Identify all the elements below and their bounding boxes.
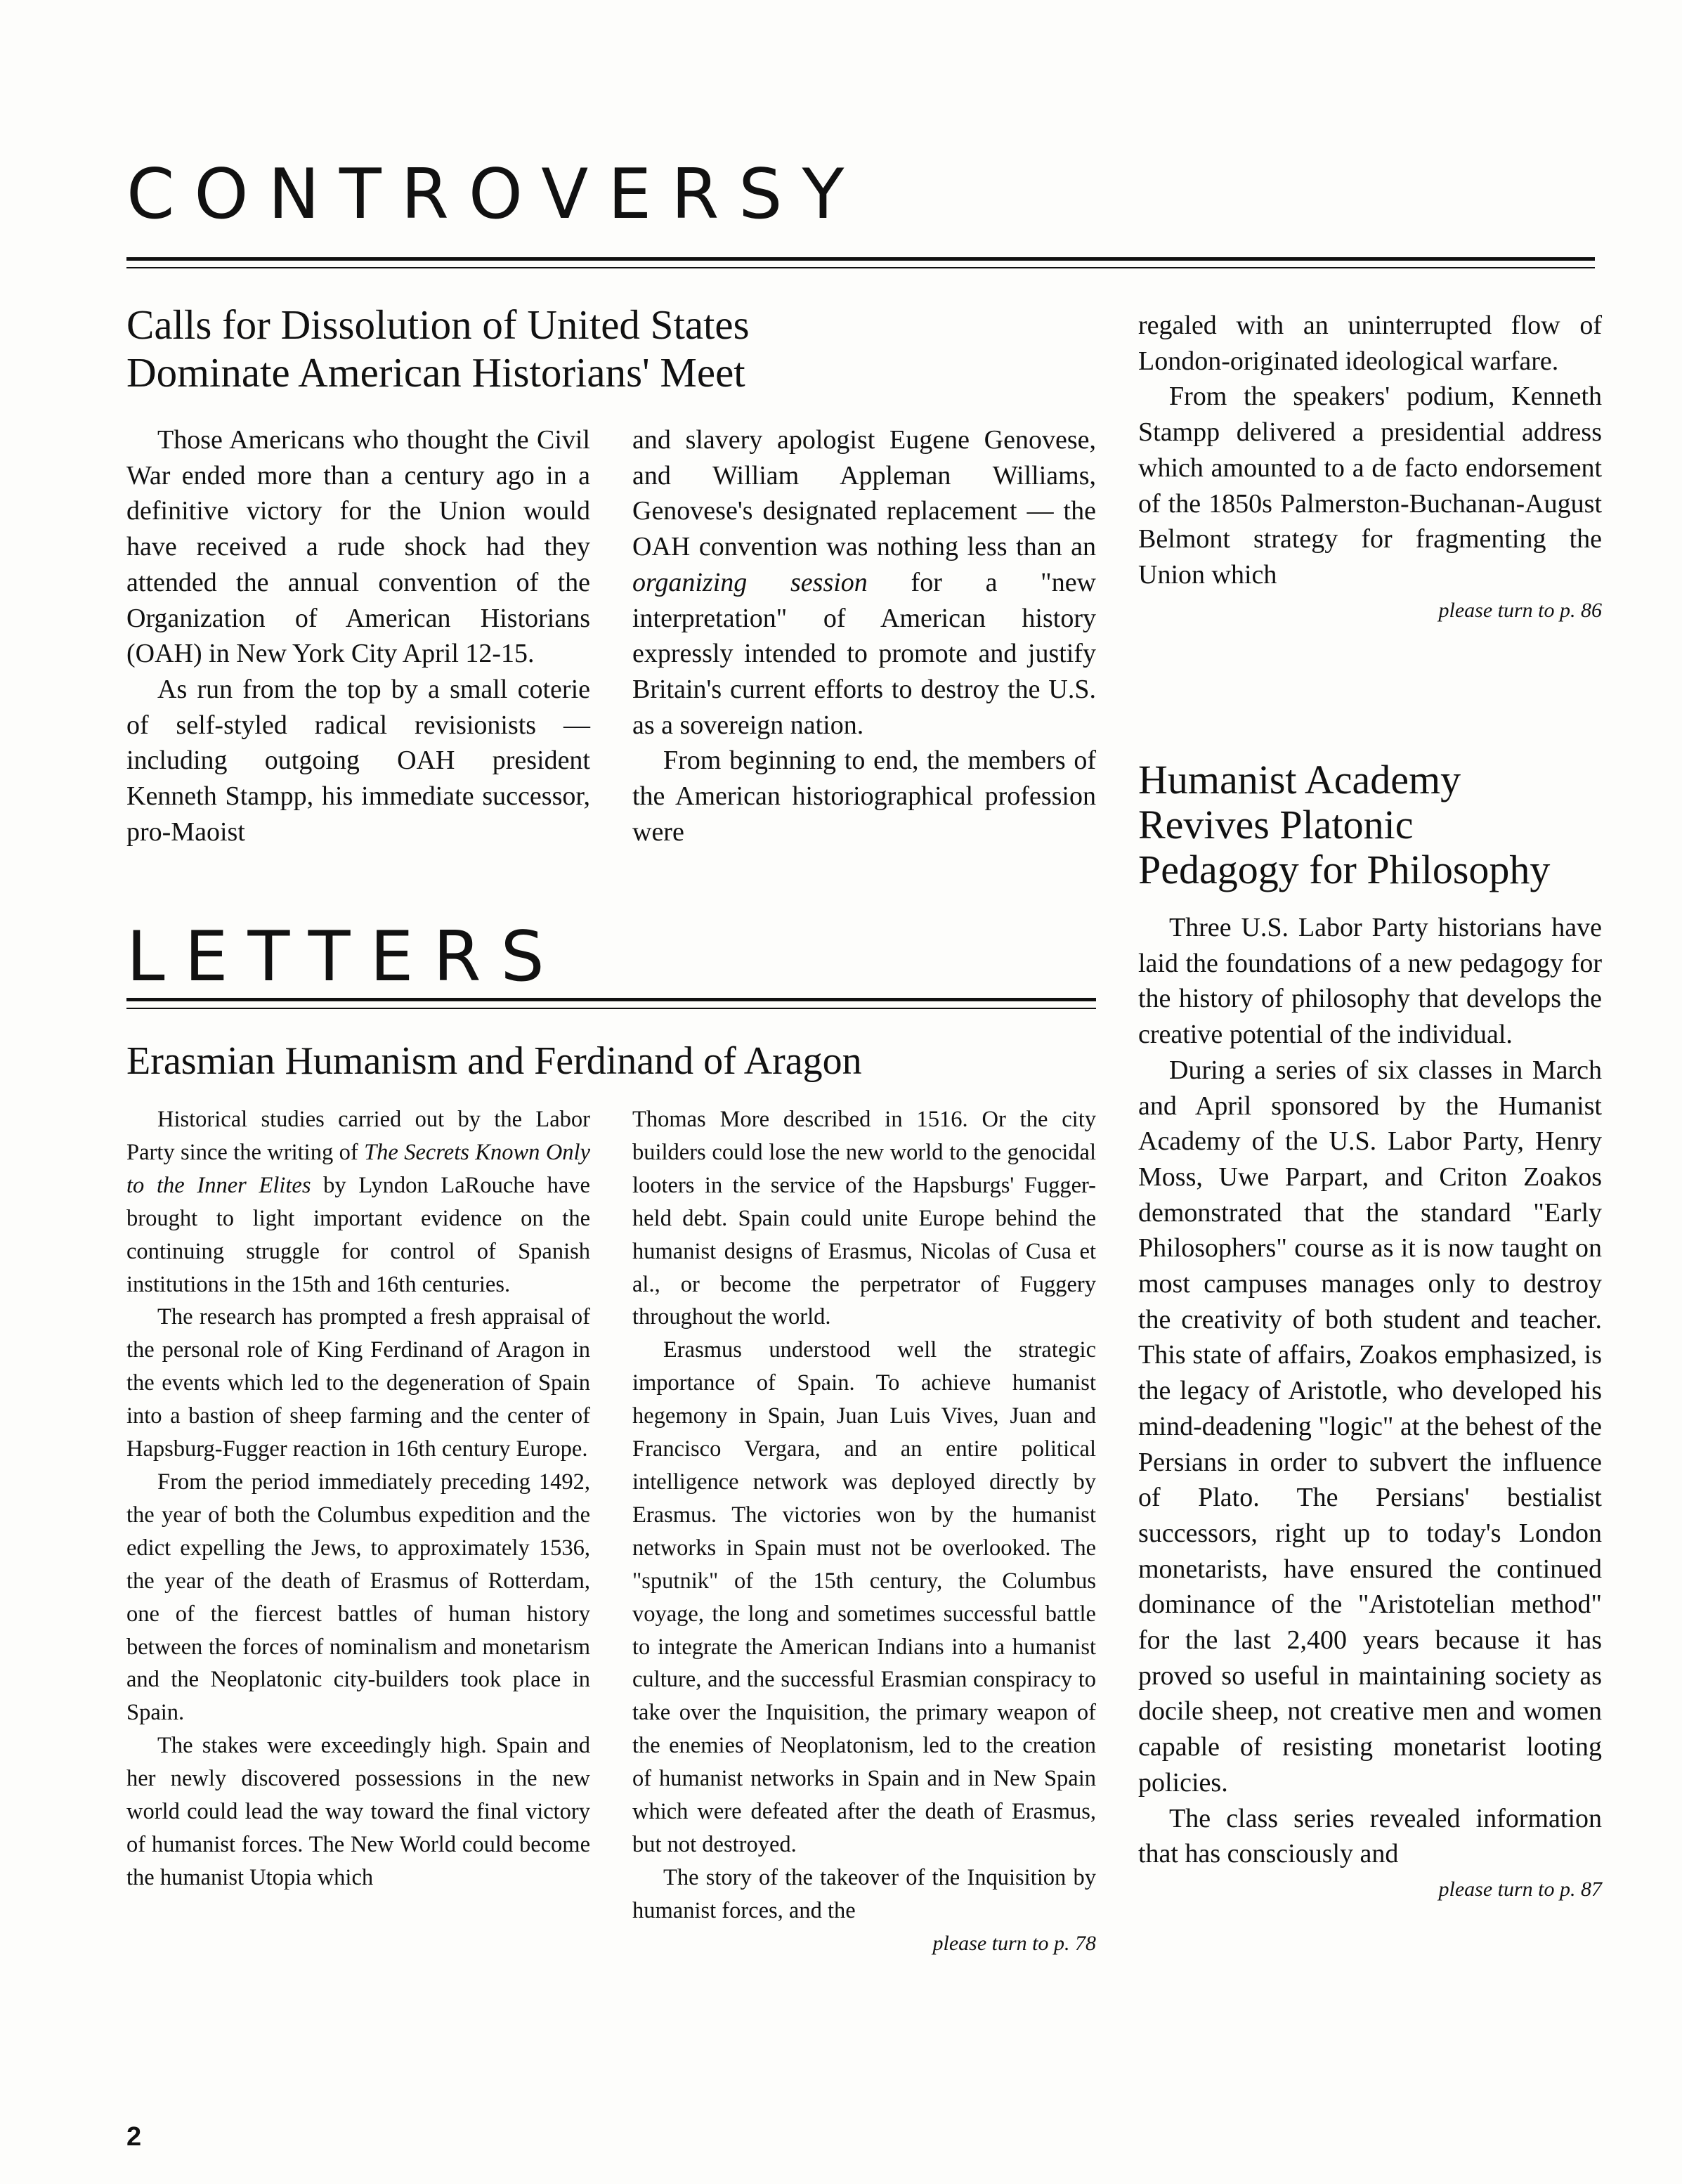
controversy-section-title: CONTROVERSY — [126, 155, 864, 235]
letters-rule-thin — [126, 1008, 1096, 1009]
humanist-paragraph-2: During a series of six classes in March and April sponsored by the Humanist Academy of the U.S. Labor Party, Henry Moss, Uwe Parpart, and Criton Zoakos demonstrated that the standard "Early Philosophers" course as it is now taught on most campuses manages only to destroy the creativity of both student and teacher. This state of affairs, Zoakos emphasized, is the legacy of Aristotle, who developed his mind-deadening "logic" at the behest of the Persians in order to subvert the influence of Plato. The Persians' bestialist successors, right up to today's London monetarists, have ensured the continued dominance of the "Aristotelian method" for the last 2,400 years because it has proved so useful in maintaining society as docile sheep, not creative men and women capable of resisting monetarist looting policies. — [1138, 1055, 1602, 1798]
letters-col2-paragraph-3: The story of the takeover of the Inquisition by humanist forces, and the — [632, 1864, 1096, 1923]
humanist-headline-line2: Revives Platonic — [1138, 802, 1414, 847]
humanist-headline — [1138, 758, 1550, 892]
humanist-paragraph-3: The class series revealed information that has consciously and — [1138, 1803, 1602, 1869]
letters-col2-paragraph-1: Thomas More described in 1516. Or the city builders could lose the new world to the genocidal looters in the service of the Hapsburgs' Fugger-held debt. Spain could unite Europe behind the humanist designs of Erasmus, Nicolas of Cusa et al., or become the perpetrator of Fuggery throughout the world. — [632, 1107, 1096, 1330]
controversy-col2-p1-text-b: for a "new interpretation" of American history expressly intended to promote and justify Britain's current efforts to destroy the U.S. as a sovereign nation. — [632, 567, 1096, 740]
humanist-continuation-note: please turn to p. 87 — [1438, 1877, 1602, 1901]
controversy-rule-thin — [126, 267, 1595, 268]
letters-headline: Erasmian Humanism and Ferdinand of Aragon — [126, 1039, 862, 1083]
controversy-col2-paragraph-2: From beginning to end, the members of the American historiographical profession were — [632, 746, 1096, 847]
letters-col1-paragraph-4: The stakes were exceedingly high. Spain and her newly discovered possessions in the new world could lead the way toward the final victory of humanist forces. The New World could become the humanist Utopia which — [126, 1733, 590, 1890]
controversy-column-3 — [1138, 308, 1602, 628]
controversy-rule-thick — [126, 257, 1595, 261]
humanist-column — [1138, 910, 1602, 1908]
letters-col1-p1-text-a: Historical studies carried out by the Labor Party since the writing of — [126, 1107, 590, 1165]
humanist-paragraph-1: Three U.S. Labor Party historians have laid the foundations of a new pedagogy for the history of philosophy that develops the creative potential of the individual. — [1138, 913, 1602, 1050]
controversy-col3-paragraph-2: From the speakers' podium, Kenneth Stampp delivered a presidential address which amounted to a de facto endorsement of the 1850s Palmerston-Buchanan-August Belmont strategy for fragmenting the Union which — [1138, 382, 1602, 590]
letters-col1-p1-book-title: The Secrets Known Only to the Inner Elites — [126, 1139, 590, 1198]
controversy-column-1 — [126, 422, 590, 850]
letters-section-title: LETTERS — [126, 917, 564, 997]
controversy-col1-paragraph-2: As run from the top by a small coterie of self-styled radical revisionists — including outgoing OAH president Kenneth Stampp, his immediate successor, pro-Maoist — [126, 674, 590, 847]
letters-rule-thick — [126, 998, 1096, 1001]
letters-col1-paragraph-2: The research has prompted a fresh appraisal of the personal role of King Ferdinand of Aragon in the events which led to the degeneration of Spain into a bastion of sheep farming and the center of Hapsburg-Fugger reaction in 16th century Europe. — [126, 1304, 590, 1462]
letters-continuation-note: please turn to p. 78 — [932, 1931, 1096, 1955]
controversy-headline-line1: Calls for Dissolution of United States — [126, 301, 750, 348]
controversy-col1-paragraph-1: Those Americans who thought the Civil War ended more than a century ago in a definitive victory for the Union would have received a rude shock had they attended the annual convention of the Organization of American Historians (OAH) in New York City April 12-15. — [126, 425, 590, 669]
humanist-headline-line3: Pedagogy for Philosophy — [1138, 847, 1551, 892]
controversy-headline — [126, 301, 750, 396]
controversy-col2-p1-emphasis: organizing session — [632, 567, 868, 597]
letters-column-1 — [126, 1103, 590, 1894]
controversy-col2-paragraph-1 — [632, 422, 1096, 743]
controversy-col3-paragraph-1: regaled with an uninterrupted flow of London-originated ideological warfare. — [1138, 311, 1602, 376]
controversy-continuation-note: please turn to p. 86 — [1438, 598, 1602, 622]
letters-col1-paragraph-3: From the period immediately preceding 1492, the year of both the Columbus expedition and the edict expelling the Jews, to approximately 1536, the year of the death of Erasmus of Rotterdam, one of the fiercest battles of human history between the forces of nominalism and monetarism and the Neoplatonic city-builders took place in Spain. — [126, 1469, 590, 1726]
controversy-column-2 — [632, 422, 1096, 850]
controversy-col2-p1-text-a: and slavery apologist Eugene Genovese, and William Appleman Williams, Genovese's designated replacement — the OAH convention was nothing less than an — [632, 425, 1096, 562]
letters-col1-paragraph-1 — [126, 1103, 590, 1301]
page-number: 2 — [126, 2122, 142, 2152]
controversy-headline-line2: Dominate American Historians' Meet — [126, 349, 745, 396]
letters-col1-p1-text-b: by Lyndon LaRouche have brought to light important evidence on the continuing struggle for control of Spanish institutions in the 15th and 16th centuries. — [126, 1172, 590, 1297]
letters-column-2 — [632, 1103, 1096, 1961]
letters-col2-paragraph-2: Erasmus understood well the strategic importance of Spain. To achieve humanist hegemony in Spain, Juan Luis Vives, Juan and Francisco Vergara, and an entire political intelligence network was deployed directly by Erasmus. The victories won by the humanist networks in Spain must not be overlooked. The "sputnik" of the 15th century, the Columbus voyage, the long and sometimes successful battle to integrate the American Indians into a humanist culture, and the successful Erasmian conspiracy to take over the Inquisition, the primary weapon of the enemies of Neoplatonism, led to the creation of humanist networks in Spain and in New Spain which were defeated after the death of Erasmus, but not destroyed. — [632, 1337, 1096, 1857]
humanist-headline-line1: Humanist Academy — [1138, 757, 1461, 802]
